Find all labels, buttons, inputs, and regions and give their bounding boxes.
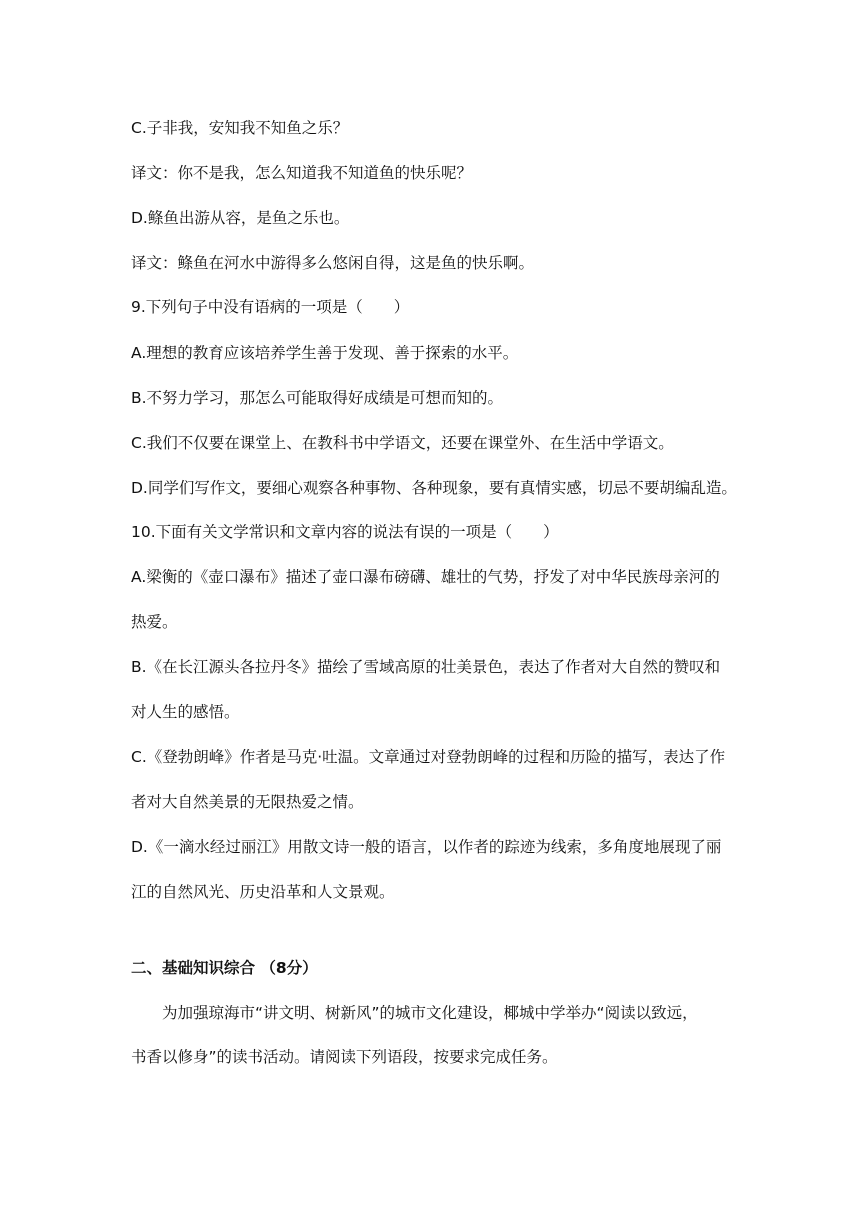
question-10-option-c: C.《登勃朗峰》作者是马克·吐温。文章通过对登勃朗峰的过程和历险的描写，表达了作 — [131, 748, 726, 766]
question-9: 9.下列句子中没有语病的一项是（ ） — [131, 298, 410, 316]
section-2-heading: 二、基础知识综合 （8分） — [131, 959, 318, 977]
section-2-paragraph-cont: 书香以修身”的读书活动。请阅读下列语段，按要求完成任务。 — [131, 1048, 558, 1066]
question-10-option-b: B.《在长江源头各拉丹冬》描绘了雪域高原的壮美景色，表达了作者对大自然的赞叹和 — [131, 658, 721, 676]
section-2-paragraph: 为加强琼海市“讲文明、树新风”的城市文化建设，椰城中学举办“阅读以致远， — [131, 1004, 698, 1022]
question-10-option-d-cont: 江的自然风光、历史沿革和人文景观。 — [131, 883, 395, 901]
question-9-option-a: A.理想的教育应该培养学生善于发现、善于探索的水平。 — [131, 344, 519, 362]
question-10: 10.下面有关文学常识和文章内容的说法有误的一项是（ ） — [131, 523, 559, 541]
translation-d: 译文：鲦鱼在河水中游得多么悠闲自得，这是鱼的快乐啊。 — [131, 254, 535, 272]
question-10-option-b-cont: 对人生的感悟。 — [131, 703, 240, 721]
question-9-option-c: C.我们不仅要在课堂上、在教科书中学语文，还要在课堂外、在生活中学语文。 — [131, 434, 674, 452]
option-c-text: C.子非我，安知我不知鱼之乐？ — [131, 119, 349, 137]
question-9-option-d: D.同学们写作文，要细心观察各种事物、各种现象，要有真情实感，切忌不要胡编乱造。 — [131, 479, 737, 497]
translation-c: 译文：你不是我，怎么知道我不知道鱼的快乐呢？ — [131, 164, 473, 182]
option-d-text: D.鲦鱼出游从容，是鱼之乐也。 — [131, 209, 350, 227]
question-10-option-a: A.梁衡的《壶口瀑布》描述了壶口瀑布磅礴、雄壮的气势，抒发了对中华民族母亲河的 — [131, 568, 720, 586]
question-10-option-a-cont: 热爱。 — [131, 613, 178, 631]
question-10-option-c-cont: 者对大自然美景的无限热爱之情。 — [131, 793, 364, 811]
question-10-option-d: D.《一滴水经过丽江》用散文诗一般的语言，以作者的踪迹为线索，多角度地展现了丽 — [131, 838, 722, 856]
question-9-option-b: B.不努力学习，那怎么可能取得好成绩是可想而知的。 — [131, 389, 504, 407]
